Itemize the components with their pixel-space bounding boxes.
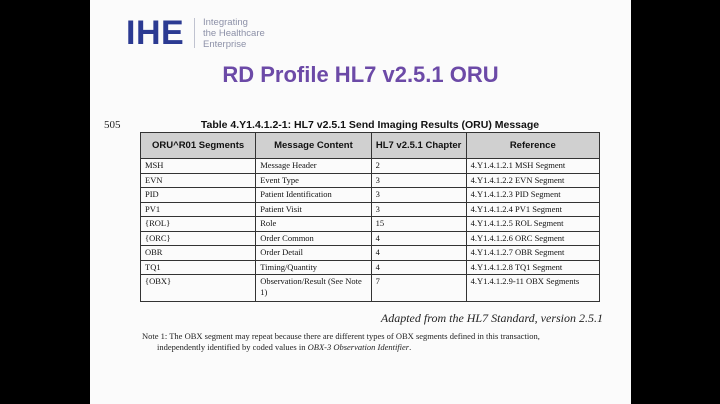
segment-cell: TQ1 (141, 260, 256, 275)
logo-tagline-line: the Healthcare (203, 28, 265, 39)
table-row (141, 275, 600, 302)
chapter-cell: 3 (371, 173, 466, 188)
column-header: ORU^R01 Segments (141, 133, 256, 159)
content-cell: Patient Identification (256, 188, 371, 203)
segment-cell: {OBX} (141, 275, 256, 302)
content-cell: Timing/Quantity (256, 260, 371, 275)
content-cell: Role (256, 217, 371, 232)
table-row (141, 217, 600, 232)
segment-cell: MSH (141, 159, 256, 174)
reference-cell: 4.Y1.4.1.2.7 OBR Segment (466, 246, 599, 261)
table-row (141, 246, 600, 261)
reference-cell: 4.Y1.4.1.2.4 PV1 Segment (466, 202, 599, 217)
content-cell: Order Detail (256, 246, 371, 261)
note-line (142, 342, 612, 353)
table-row (141, 231, 600, 246)
message-table (140, 132, 600, 302)
chapter-cell: 4 (371, 231, 466, 246)
segment-cell: {ORC} (141, 231, 256, 246)
chapter-cell: 2 (371, 159, 466, 174)
column-header: HL7 v2.5.1 Chapter (371, 133, 466, 159)
segment-cell: OBR (141, 246, 256, 261)
obx-identifier-ref: OBX-3 Observation Identifier (307, 342, 410, 352)
content-cell: Patient Visit (256, 202, 371, 217)
logo-divider (194, 18, 195, 48)
logo-tagline (203, 17, 323, 50)
reference-cell: 4.Y1.4.1.2.2 EVN Segment (466, 173, 599, 188)
segment-cell: {ROL} (141, 217, 256, 232)
reference-cell: 4.Y1.4.1.2.3 PID Segment (466, 188, 599, 203)
table-caption: Table 4.Y1.4.1.2-1: HL7 v2.5.1 Send Imaging Results (ORU) Message (200, 119, 540, 131)
chapter-cell: 3 (371, 188, 466, 203)
table-header-row (141, 133, 600, 159)
logo-tagline-line: Enterprise (203, 39, 247, 50)
reference-cell: 4.Y1.4.1.2.6 ORC Segment (466, 231, 599, 246)
table-note (142, 331, 612, 353)
segment-cell: PV1 (141, 202, 256, 217)
chapter-cell: 15 (371, 217, 466, 232)
content-cell: Order Common (256, 231, 371, 246)
table-row (141, 260, 600, 275)
content-cell: Observation/Result (See Note 1) (256, 275, 371, 302)
content-cell: Message Header (256, 159, 371, 174)
segment-cell: PID (141, 188, 256, 203)
logo-tagline-line: Integrating (203, 17, 248, 28)
line-number: 505 (104, 119, 121, 131)
slide (90, 0, 631, 404)
table-row (141, 188, 600, 203)
chapter-cell: 4 (371, 246, 466, 261)
column-header: Message Content (256, 133, 371, 159)
reference-cell: 4.Y1.4.1.2.8 TQ1 Segment (466, 260, 599, 275)
slide-title: RD Profile HL7 v2.5.1 ORU (222, 62, 499, 87)
reference-cell: 4.Y1.4.1.2.9-11 OBX Segments (466, 275, 599, 302)
table-row (141, 202, 600, 217)
column-header: Reference (466, 133, 599, 159)
content-cell: Event Type (256, 173, 371, 188)
note-text: . (409, 342, 412, 352)
table-row (141, 173, 600, 188)
logo-mark: IHE (126, 14, 185, 52)
source-attribution: Adapted from the HL7 Standard, version 2.5.1 (380, 311, 603, 325)
chapter-cell: 3 (371, 202, 466, 217)
table-row (141, 159, 600, 174)
chapter-cell: 4 (371, 260, 466, 275)
reference-cell: 4.Y1.4.1.2.1 MSH Segment (466, 159, 599, 174)
reference-cell: 4.Y1.4.1.2.5 ROL Segment (466, 217, 599, 232)
note-line: Note 1: The OBX segment may repeat because there are different types of OBX segments defined in this transaction, (142, 331, 540, 341)
chapter-cell: 7 (371, 275, 466, 302)
segment-cell: EVN (141, 173, 256, 188)
note-text: independently identified by coded values in (157, 342, 308, 352)
